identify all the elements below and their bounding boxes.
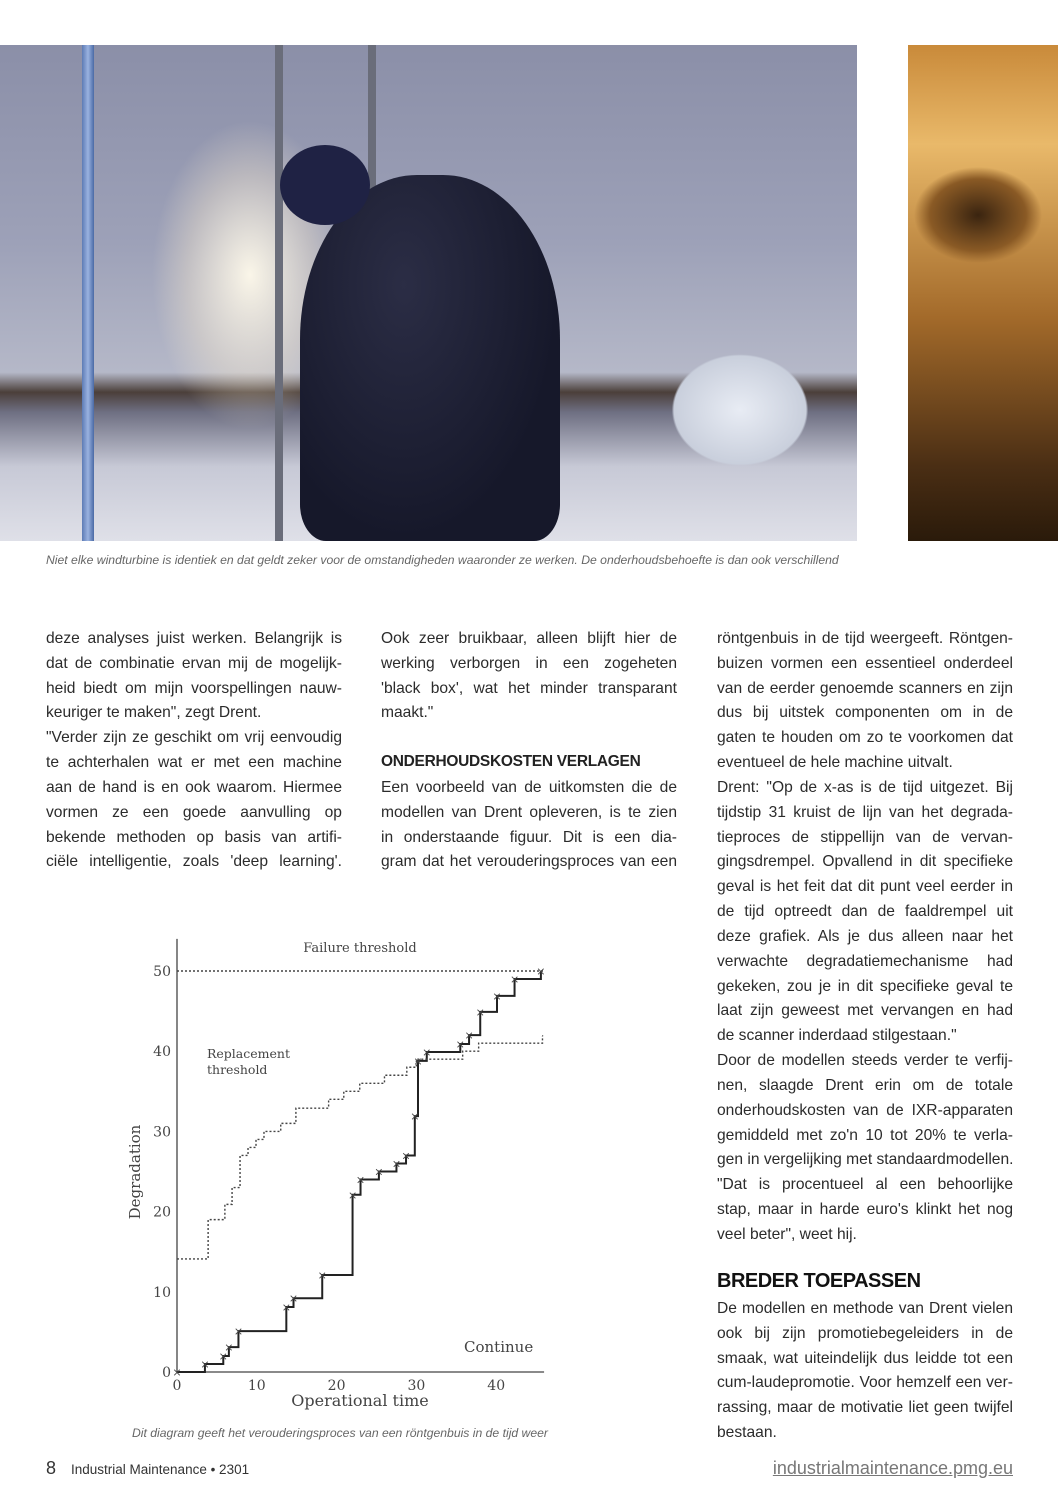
text-line: smaak, wat uiteindelijk dus leidde tot een (717, 1349, 1013, 1367)
text-line: vormen ze een goede aanvulling op (46, 803, 342, 821)
data-point-marker: × (401, 1149, 411, 1163)
text-line: De modellen en methode van Drent vielen (717, 1300, 1013, 1317)
text-line: gekeken, zou je in dit specifieke geval te (717, 977, 1013, 995)
failure-threshold-label: Failure threshold (303, 941, 417, 956)
text-line: Door de modellen steeds verder te verfij- (717, 1052, 1013, 1070)
text-line: "Verder zijn ze geschikt om vrij eenvoudig (46, 729, 342, 747)
text-line: deze grafiek. Als je dus alleen naar het (717, 927, 1013, 945)
side-photo (908, 45, 1058, 541)
pole (275, 45, 283, 541)
x-tick-label: 30 (407, 1378, 426, 1394)
y-tick-label: 20 (153, 1204, 171, 1221)
text-line: tieproces de stippellijn van de vervan- (717, 828, 1013, 846)
data-point-marker: × (200, 1357, 210, 1371)
text-line: nen, slaagde Drent erin om de totale (717, 1076, 1013, 1094)
text-line: veel beter", weet hij. (717, 1225, 857, 1243)
data-point-marker: × (172, 1366, 182, 1379)
chart-caption: Dit diagram geeft het verouderingsproces van een röntgenbuis in de tijd weer (132, 1426, 548, 1440)
data-point-marker: × (455, 1037, 465, 1051)
continue-label: Continue (464, 1338, 534, 1356)
y-axis-label: Degradation (126, 1124, 144, 1220)
replacement-threshold-label: threshold (207, 1062, 268, 1077)
text-line: rassing, maar de motivatie liet geen twijfel (717, 1399, 1013, 1417)
data-point-marker: × (410, 1110, 420, 1124)
data-point-marker: × (509, 973, 520, 987)
text-line: onderhoudskosten van de IXR-apparaten (717, 1101, 1013, 1119)
text-line: werking verborgen in een zogeheten (381, 654, 677, 672)
data-point-marker: × (224, 1341, 234, 1355)
y-tick-label: 50 (153, 964, 171, 980)
photo-caption: Niet elke windturbine is identiek en dat geldt zeker voor de omstandigheden waaronder ze werken. De onderhoudsbehoefte is dan ook verschillend (46, 553, 839, 567)
data-point-marker: × (475, 1005, 485, 1019)
data-point-marker: × (422, 1046, 432, 1060)
data-point-marker: × (347, 1188, 358, 1202)
text-line: stap, maar in harde euro's klinkt het nog (717, 1201, 1013, 1219)
text-line: gingsdrempel. Opvallend in dit specifieke (717, 853, 1013, 871)
text-line: Een voorbeeld van de uitkomsten die de (381, 779, 677, 796)
text-line: Ook zeer bruikbaar, alleen blijft hier de (381, 630, 677, 647)
text-line: de tijd optreedt dan de faaldrempel uit (717, 903, 1013, 921)
data-point-marker: × (288, 1292, 299, 1306)
text-line: "Dat is procentueel al een behoorlijke (717, 1176, 1013, 1194)
text-line: röntgenbuis in de tijd weergeeft. Röntgen- (717, 630, 1013, 647)
data-point-marker: × (413, 1054, 423, 1068)
text-line: verwachte degradatiemechanisme had (717, 952, 1013, 970)
x-tick-label: 20 (327, 1378, 346, 1394)
text-line: 'black box', wat het minder transparant (381, 679, 677, 697)
page-number: 8 (46, 1458, 57, 1478)
x-axis-label: Operational time (291, 1391, 429, 1410)
y-tick-label: 10 (153, 1284, 171, 1301)
y-tick-label: 40 (153, 1044, 171, 1061)
welding-photo (0, 45, 857, 541)
degradation-chart (120, 920, 560, 1420)
text-line: Drent: "Op de x-as is de tijd uitgezet. Bij (717, 778, 1013, 796)
text-line: bekende methoden op basis van artifi- (46, 828, 342, 846)
data-point-marker: × (355, 1173, 366, 1187)
text-line: modellen van Drent opleveren, is te zien (381, 803, 677, 821)
rope (82, 45, 94, 541)
text-line: eventueel de hele machine uitvalt. (717, 754, 953, 772)
y-tick-label: 30 (153, 1124, 171, 1141)
text-line: laat zijn geweest met vervangen en had (717, 1002, 1013, 1020)
text-line: deze analyses juist werken. Belangrijk is (46, 630, 342, 647)
x-tick-label: 0 (172, 1378, 182, 1394)
y-tick-label: 0 (162, 1365, 171, 1381)
degradation-series (177, 971, 541, 1372)
data-point-marker: × (391, 1157, 402, 1171)
text-line: de scanner inderdaad stilgestaan." (717, 1027, 957, 1045)
text-line: aan de hand is en ook waarom. Hiermee (46, 778, 342, 796)
text-column-3 (717, 627, 1013, 1248)
text-line: maakt." (381, 704, 434, 722)
text-line: van de eerder genoemde scanners en zijn (717, 679, 1013, 697)
data-point-marker: × (492, 989, 502, 1003)
text-column-2 (381, 627, 677, 726)
data-point-marker: × (536, 965, 546, 978)
data-point-marker: × (317, 1268, 327, 1282)
text-line: ciële intelligentie, zoals 'deep learning'. (46, 853, 342, 871)
worker (300, 175, 560, 541)
text-line: in onderstaande figuur. Dit is een dia- (381, 828, 677, 846)
text-line: ook bij zijn promotiebegeleiders in de (717, 1324, 1013, 1342)
text-line: dus bij uitstek componenten om in de (717, 704, 1013, 722)
helmet (280, 145, 370, 225)
text-line: dat de combinatie ervan mij de mogelijk- (46, 654, 342, 672)
text-line: cum-laudepromotie. Voor hemzelf een ver- (717, 1374, 1013, 1392)
text-line: tijdstip 31 kruist de lijn van het degrada- (717, 803, 1013, 821)
text-line: te achterhalen wat er met een machine (46, 754, 342, 772)
website-link[interactable]: industrialmaintenance.pmg.eu (772, 1458, 1013, 1478)
text-line: heid biedt om mijn voorspellingen nauw- (46, 679, 342, 697)
section-heading: BREDER TOEPASSEN (717, 1270, 921, 1292)
x-tick-label: 40 (487, 1378, 506, 1394)
data-point-marker: × (281, 1301, 291, 1315)
text-line: gemiddeld met zo'n 10 tot 20% te verla- (717, 1126, 1013, 1144)
text-line: gaten te houden om zo te voorkomen dat (717, 729, 1013, 747)
data-point-marker: × (233, 1325, 244, 1339)
text-line: gen in vergelijking met standaardmodellen. (717, 1151, 1013, 1169)
text-column-1 (46, 627, 342, 875)
replacement-threshold-label: Replacement (207, 1046, 290, 1061)
data-point-marker: × (464, 1029, 474, 1043)
text-line: geval is het feit dat dit punt veel eerder in (717, 878, 1013, 896)
text-column-2-section (381, 776, 677, 875)
text-column-3-section (717, 1297, 1013, 1446)
section-heading: ONDERHOUDSKOSTEN VERLAGEN (381, 753, 641, 770)
x-tick-label: 10 (247, 1378, 266, 1394)
data-point-marker: × (374, 1165, 384, 1179)
text-line: bestaan. (717, 1424, 777, 1442)
text-line: keuriger te maken", zegt Drent. (46, 704, 262, 722)
text-line: buizen vormen een essentieel onderdeel (717, 654, 1013, 672)
data-point-marker: × (218, 1349, 228, 1363)
text-line: gram dat het verouderingsproces van een (381, 853, 677, 871)
magazine-issue: Industrial Maintenance • 2301 (71, 1462, 250, 1477)
